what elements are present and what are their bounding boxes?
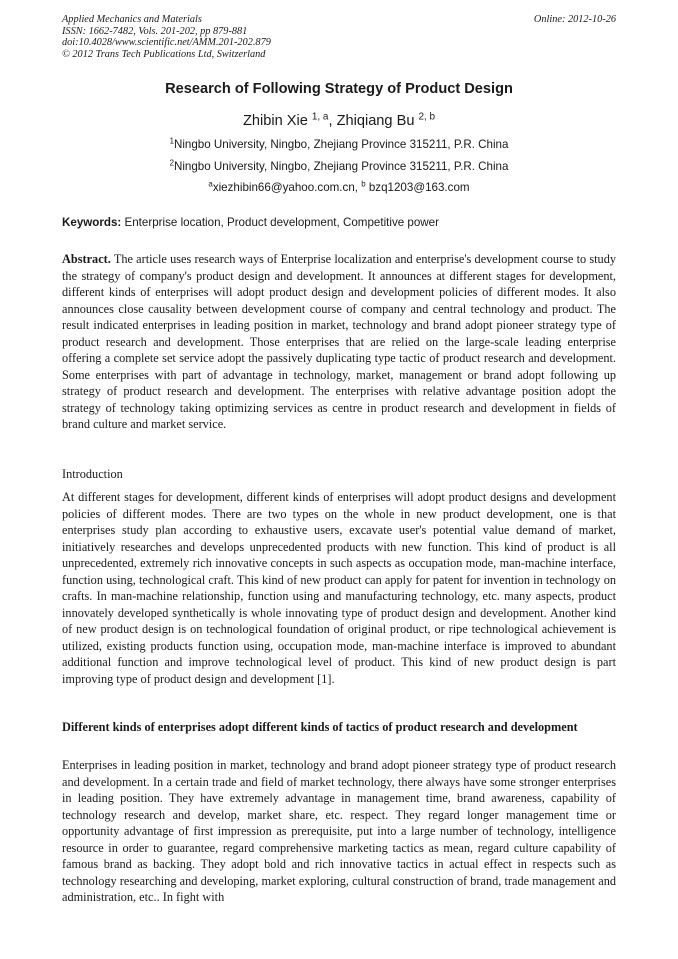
affiliation-superscript: 1 bbox=[169, 136, 174, 146]
email-superscript: b bbox=[361, 179, 366, 189]
introduction-paragraph: At different stages for development, different kinds of enterprises will adopt product designs and development policies of different modes. There are two types on the whole in new product development, one is that enterprises study plan according to exhaustive users, excavate user's potential value demand of market, initiatively researches and develops unprecedented products with new function. This kind of product is all unprecedented, extremely rich innovative concepts in such aspects as occupation mode, man-machine interface, function using, technological craft. This kind of new product can apply for patent for invention in technology on crafts. In man-machine relationship, function using and manufacturing technology, etc. many aspects, product innovately developed synthetically is whole innovating type of product design and development. Another kind of new product design is on technological foundation of original product, or ripe technological achievement is utilized, existing products function using, occupation mode, man-machine interface is improved to abundant additional function and improve technological level of product. This kind of new product design is part improving type of product design and development [1]. bbox=[62, 490, 616, 687]
issn-line: ISSN: 1662-7482, Vols. 201-202, pp 879-881 bbox=[62, 25, 248, 37]
affiliation-text: Ningbo University, Ningbo, Zhejiang Province 315211, P.R. China bbox=[173, 138, 509, 151]
keywords-text: Enterprise location, Product development, Competitive power bbox=[121, 216, 439, 229]
author-superscript: 1, a bbox=[311, 111, 329, 123]
journal-name: Applied Mechanics and Materials bbox=[62, 14, 202, 25]
author-name: Zhiqiang Bu bbox=[336, 113, 415, 129]
affiliation-superscript: 2 bbox=[169, 158, 174, 168]
author-separator: , bbox=[328, 113, 337, 129]
email-line bbox=[62, 181, 616, 194]
copyright-line: © 2012 Trans Tech Publications Ltd, Switzerland bbox=[62, 48, 266, 60]
affiliation bbox=[62, 160, 616, 173]
abstract-paragraph bbox=[62, 251, 616, 433]
online-date: Online: 2012-10-26 bbox=[533, 14, 616, 25]
keywords-label: Keywords: bbox=[62, 216, 122, 229]
abstract-label: Abstract. bbox=[62, 252, 111, 266]
abstract-text: The article uses research ways of Enterprise localization and enterprise's development course to study the strategy of company's product design and development. It announces at different stages for development, different kinds of enterprises will adopt product design and development policies of different modes. It also announces close causality between development course of company and central technology and product. The result indicated enterprises in leading position in market, technology and brand adopt pioneer strategy type of product research and development. Those enterprises that are relied on the large-scale leading enterprise offering a complete set service adopt the passively duplicating type tactic of product research and development. Some enterprises with part of advantage in technology, market, management or brand adopt following up strategy of product research and development. The enterprises with relative advantage position adopt the strategy of technology taking optimizing services as centre in product research and development in fields of brand culture and market service. bbox=[62, 252, 616, 432]
paper-title: Research of Following Strategy of Product Design bbox=[165, 81, 513, 97]
section-heading: Different kinds of enterprises adopt different kinds of tactics of product research and development bbox=[62, 720, 578, 734]
section-heading: Introduction bbox=[62, 467, 123, 481]
affiliation bbox=[62, 138, 616, 151]
email-superscript: a bbox=[208, 179, 213, 189]
section-paragraph: Enterprises in leading position in market, technology and brand adopt pioneer strategy type of product research and development. In a certain trade and field of market technology, there always have some stronger enterprises in leading position. They have extremely advantage in management time, brand awareness, capability of technology research and develop, market share, etc. respect. They regard longer management time or opportunity advantage of first impression as prerequisite, put into a large number of technology, intelligence resource in order to guarantee, regard comprehensive marketing tactics as mean, regard culture capability of famous brand as backing. They adopt bold and rich innovative tactics in actual effect in respects such as technology researching and developing, market exploring, cultural construction of brand, trade management and administration, etc.. In fight with bbox=[62, 758, 616, 905]
journal-header bbox=[62, 14, 616, 60]
author-line bbox=[62, 113, 616, 129]
author-name: Zhibin Xie bbox=[242, 113, 308, 129]
email-link[interactable]: bzq1203@163.com bbox=[365, 181, 470, 194]
affiliation-text: Ningbo University, Ningbo, Zhejiang Province 315211, P.R. China bbox=[173, 160, 509, 173]
author-superscript: 2, b bbox=[418, 111, 436, 123]
email-link[interactable]: xiezhibin66@yahoo.com.cn, bbox=[212, 181, 362, 194]
doi-line: doi:10.4028/www.scientific.net/AMM.201-202.879 bbox=[62, 37, 271, 48]
keywords bbox=[62, 216, 616, 229]
